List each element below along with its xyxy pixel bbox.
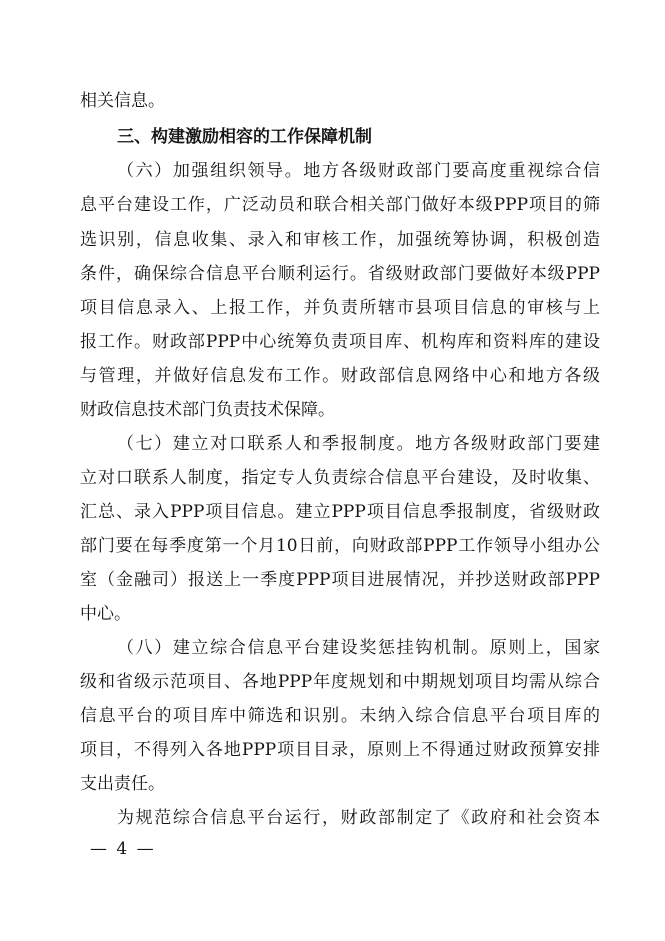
paragraph-line: 部门要在每季度第一个月10日前，向财政部PPP工作领导小组办公 [80, 536, 600, 556]
paragraph-line: 选识别，信息收集、录入和审核工作，加强统筹协调，积极创造 [80, 230, 600, 250]
paragraph-line: （七）建立对口联系人和季报制度。地方各级财政部门要建 [117, 434, 600, 454]
paragraph-line: 条件，确保综合信息平台顺利运行。省级财政部门要做好本级PPP [80, 264, 600, 284]
paragraph-line: 室（金融司）报送上一季度PPP项目进展情况，并抄送财政部PPP [80, 570, 600, 590]
paragraph-line: 财政信息技术部门负责技术保障。 [80, 400, 335, 420]
paragraph-line: 汇总、录入PPP项目信息。建立PPP项目信息季报制度，省级财政 [80, 502, 600, 522]
paragraph-line: 中心。 [80, 604, 131, 624]
paragraph-line: 为规范综合信息平台运行，财政部制定了《政府和社会资本 [117, 808, 600, 828]
paragraph-line: 报工作。财政部PPP中心统筹负责项目库、机构库和资料库的建设 [80, 332, 600, 352]
paragraph-line: （六）加强组织领导。地方各级财政部门要高度重视综合信 [117, 161, 600, 181]
paragraph-line: 立对口联系人制度，指定专人负责综合信息平台建设，及时收集、 [80, 468, 600, 488]
paragraph-line: 级和省级示范项目、各地PPP年度规划和中期规划项目均需从综合 [80, 672, 600, 692]
page-number: — 4 — [90, 839, 156, 859]
paragraph-line: 支出责任。 [80, 774, 165, 794]
paragraph-line: 项目信息录入、上报工作，并负责所辖市县项目信息的审核与上 [80, 298, 600, 318]
section-heading: 三、构建激励相容的工作保障机制 [117, 127, 372, 147]
paragraph-line: （八）建立综合信息平台建设奖惩挂钩机制。原则上，国家 [117, 638, 600, 658]
paragraph-line: 项目，不得列入各地PPP项目目录，原则上不得通过财政预算安排 [80, 740, 600, 760]
paragraph-line: 与管理，并做好信息发布工作。财政部信息网络中心和地方各级 [80, 366, 600, 386]
opening-line: 相关信息。 [80, 91, 165, 111]
paragraph-line: 息平台建设工作，广泛动员和联合相关部门做好本级PPP项目的筛 [80, 195, 600, 215]
paragraph-line: 信息平台的项目库中筛选和识别。未纳入综合信息平台项目库的 [80, 706, 600, 726]
